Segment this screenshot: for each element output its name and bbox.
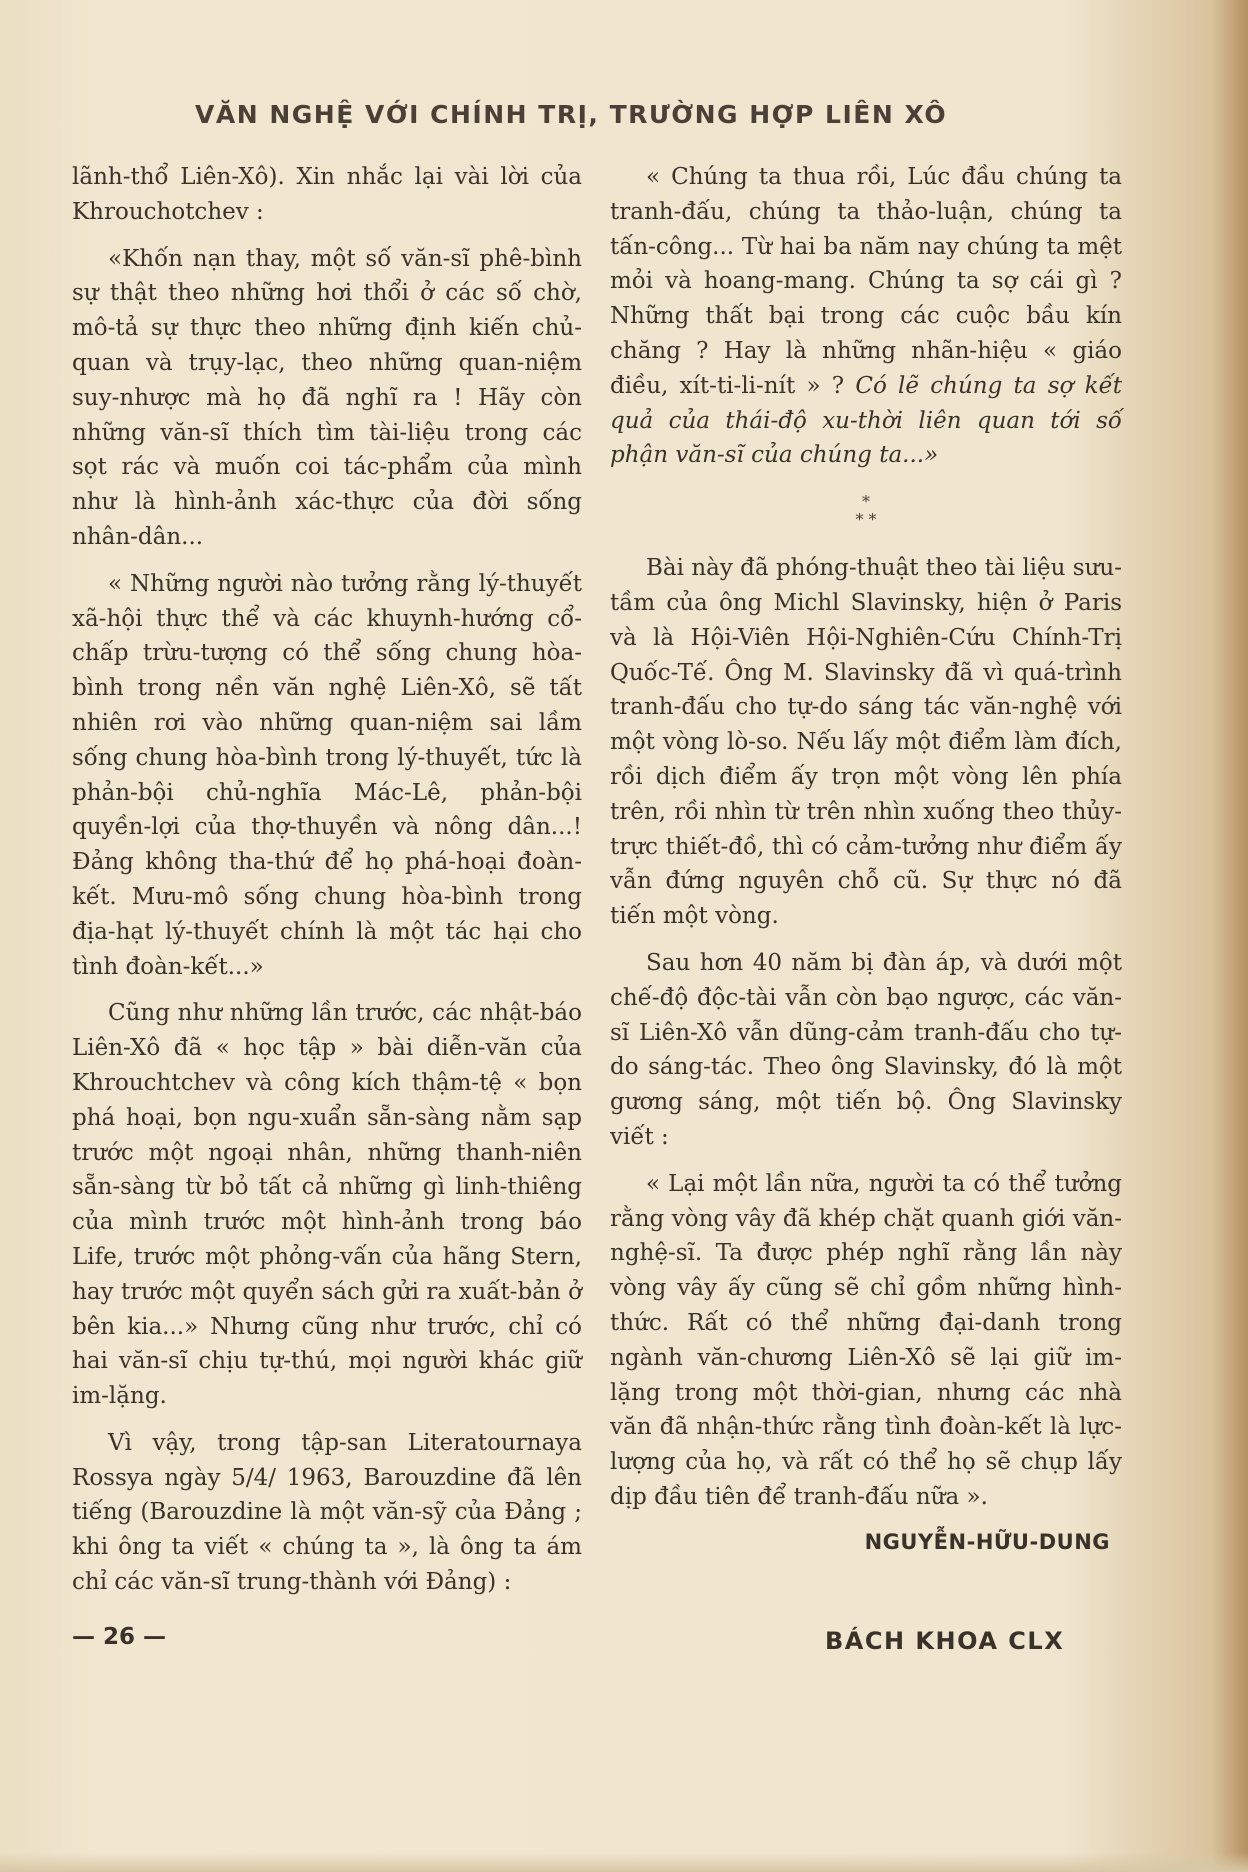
- author-byline: NGUYỄN-HỮU-DUNG: [864, 1529, 1110, 1554]
- page-edge: [0, 1852, 1248, 1872]
- section-divider: * * *: [855, 492, 877, 530]
- paragraph: Bài này đã phóng-thuật theo tài liệu sưu-tầm của ông Michl Slavinsky, hiện ở Paris và là Hội-Viên Hội-Nghiên-Cứu Chính-Trị Quốc-Tế. Ông M. Slavinsky đã vì quá-trình tranh-đấu cho tự-do sáng tác văn-nghệ với một vòng lò-so. Nếu lấy một điểm làm đích, rồi dịch điểm ấy trọn một vòng lên phía trên, rồi nhìn từ trên nhìn xuống theo thủy-trực thiết-đồ, thì có cảm-tưởng như điểm ấy vẫn đứng nguyên chỗ cũ. Sự thực nó đã tiến một vòng.: [610, 555, 1122, 930]
- paragraph: Cũng như những lần trước, các nhật-báo Liên-Xô đã « học tập » bài diễn-văn của Khrouchtchev và công kích thậm-tệ « bọn phá hoại, bọn ngu-xuẩn sẵn-sàng nằm sạp trước một ngoại nhân, những thanh-niên sẵn-sàng từ bỏ tất cả những gì linh-thiêng của mình trước một hình-ảnh trong báo Life, trước một phỏng-vấn của hãng Stern, hay trước một quyển sách gửi ra xuất-bản ở bên kia...» Nhưng cũng như trước, chỉ có hai văn-sĩ chịu tự-thú, mọi người khác giữ im-lặng.: [72, 1000, 582, 1410]
- paragraph: Vì vậy, trong tập-san Literatournaya Rossya ngày 5/4/ 1963, Barouzdine đã lên tiếng (Barouzdine là một văn-sỹ của Đảng ; khi ông ta viết « chúng ta », là ông ta ám chỉ các văn-sĩ trung-thành với Đảng) :: [72, 1429, 582, 1596]
- quote-paragraph: « Lại một lần nữa, người ta có thể tưởng rằng vòng vây đã khép chặt quanh giới văn-nghệ-sĩ. Ta được phép nghĩ rằng lần này vòng vây ấy cũng sẽ chỉ gồm những hình-thức. Rất có thể những đại-danh trong ngành văn-chương Liên-Xô sẽ lại giữ im-lặng trong một thời-gian, nhưng các nhà văn đã nhận-thức rằng tình đoàn-kết là lực-lượng của họ, và rất có thể họ sẽ chụp lấy dịp đầu tiên để tranh-đấu nữa ».: [610, 1170, 1122, 1510]
- quote-paragraph: «Khốn nạn thay, một số văn-sĩ phê-bình sự thật theo những hơi thổi ở các số chờ, mô-tả sự thực theo những định kiến chủ-quan và trụy-lạc, theo những quan-niệm suy-nhược mà họ đã nghĩ ra ! Hãy còn những văn-sĩ thích tìm tài-liệu trong các sọt rác và muốn coi tác-phẩm của mình như là hình-ảnh xác-thực của đời sống nhân-dân...: [72, 245, 582, 550]
- publication-footer: BÁCH KHOA CLX: [825, 1627, 1065, 1655]
- running-header: VĂN NGHỆ VỚI CHÍNH TRỊ, TRƯỜNG HỢP LIÊN XÔ: [195, 100, 948, 129]
- left-column: [72, 160, 582, 1600]
- quote-paragraph: « Những người nào tưởng rằng lý-thuyết xã-hội thực thể và các khuynh-hướng cổ-chấp trừu-tượng có thể sống chung hòa-bình trong nền văn nghệ Liên-Xô, sẽ tất nhiên rơi vào những quan-niệm sai lầm sống chung hòa-bình trong lý-thuyết, tức là phản-bội chủ-nghĩa Mác-Lê, phản-bội quyền-lợi của thợ-thuyền và nông dân...! Đảng không tha-thứ để họ phá-hoại đoàn-kết. Mưu-mô sống chung hòa-bình trong địa-hạt lý-thuyết chính là một tác hại cho tình đoàn-kết...»: [72, 570, 582, 980]
- paragraph: lãnh-thổ Liên-Xô). Xin nhắc lại vài lời của Khrouchotchev :: [72, 164, 582, 225]
- page-number: — 26 —: [72, 1624, 167, 1650]
- quote-paragraph: [610, 160, 1122, 473]
- right-column: [610, 160, 1122, 1559]
- quote-text: « Chúng ta thua rồi, Lúc đầu chúng ta tranh-đấu, chúng ta thảo-luận, chúng ta tấn-công... Từ hai ba năm nay chúng ta mệt mỏi và hoang-mang. Chúng ta sợ cái gì ? Những thất bại trong các cuộc bầu kín chăng ? Hay là những nhãn-hiệu « giáo điều, xít-ti-li-nít » ?: [610, 164, 1122, 399]
- quote-italic-text: Có lẽ chúng ta sợ kết quả của thái-độ xu-thời liên quan tới số phận văn-sĩ của chúng ta...»: [610, 372, 1122, 469]
- paragraph: Sau hơn 40 năm bị đàn áp, và dưới một chế-độ độc-tài vẫn còn bạo ngược, các văn-sĩ Liên-Xô vẫn dũng-cảm tranh-đấu cho tự-do sáng-tác. Theo ông Slavinsky, đó là một gương sáng, một tiến bộ. Ông Slavinsky viết :: [610, 949, 1122, 1150]
